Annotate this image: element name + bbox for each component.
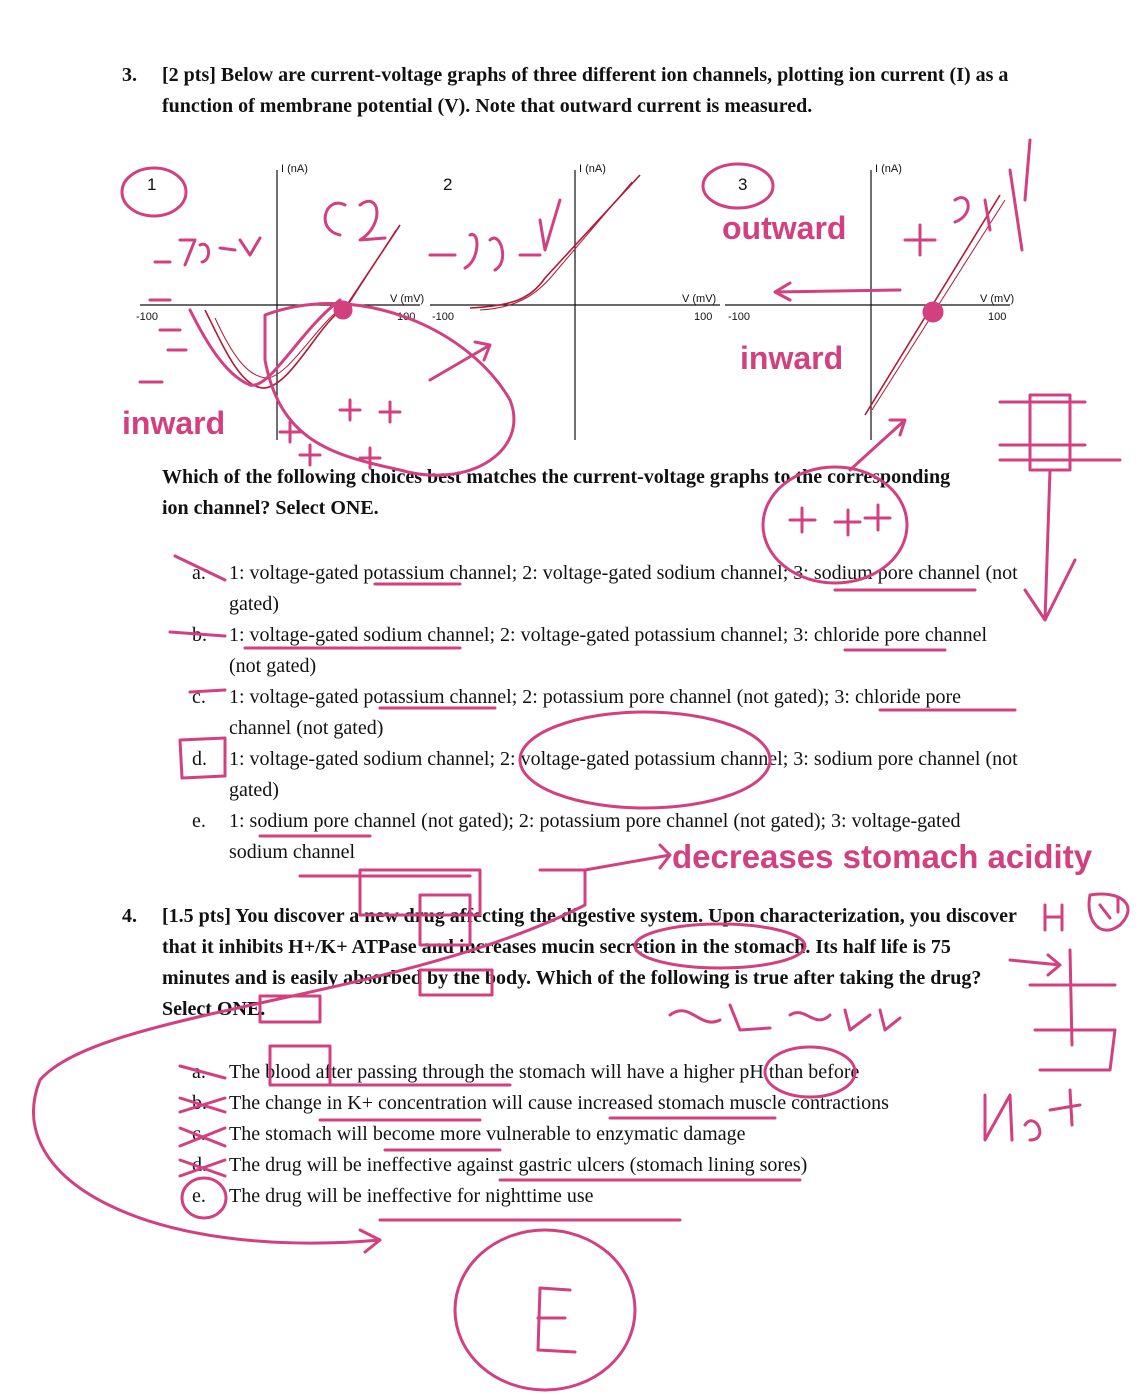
iv-curve-2 [470, 175, 640, 308]
option-text: The stomach will become more vulnerable to enzymatic damage [229, 1123, 746, 1145]
option-letter: c. [192, 686, 206, 708]
graph-xmax: 100 [397, 311, 416, 323]
option-letter: a. [192, 562, 206, 584]
option-text: The drug will be ineffective against gastric ulcers (stomach lining sores) [229, 1154, 808, 1176]
scribble-column [1030, 950, 1115, 1070]
graph-number: 1 [147, 175, 157, 194]
option-text: The blood after passing through the stomach will have a higher pH than before [229, 1061, 860, 1083]
down-arrow-right [1025, 470, 1075, 620]
iv-graph-2 [430, 163, 720, 440]
option-c[interactable] [192, 682, 1022, 744]
scribble-h-k [1045, 894, 1128, 930]
option-letter: b. [192, 624, 207, 646]
question-4 [122, 901, 1022, 1025]
question-3-prompt: Which of the following choices best matches the current-voltage graphs to the corresponding ion channel? Select ONE. [162, 466, 951, 519]
question-stem: [2 pts] Below are current-voltage graphs of three different ion channels, plotting ion current (I) as a function of membrane potential (V). Note that outward current is measured. [162, 64, 1009, 117]
option-b[interactable] [192, 620, 1022, 682]
annotation-inward-left: inward [122, 405, 226, 441]
iv-graph-3 [725, 163, 1014, 440]
option-d[interactable] [192, 744, 1022, 806]
iv-curve-1 [205, 225, 400, 388]
option-c[interactable] [192, 1119, 1022, 1150]
iv-graph-1 [136, 163, 424, 440]
option-e[interactable] [192, 1181, 1022, 1212]
option-text: 1: voltage-gated potassium channel; 2: potassium pore channel (not gated); 3: chloride pore channel (not gated) [229, 686, 962, 739]
annotation-inward-right: inward [740, 340, 844, 376]
circle-answer-e [455, 1230, 635, 1390]
graph-number: 3 [738, 175, 748, 194]
question-3 [122, 60, 1022, 122]
option-letter: c. [192, 1123, 206, 1145]
option-a[interactable] [192, 1057, 1022, 1088]
graph-ylabel: I (nA) [579, 163, 606, 175]
option-text: The drug will be ineffective for nighttime use [229, 1185, 594, 1207]
option-text: 1: voltage-gated sodium channel; 2: voltage-gated potassium channel; 3: chloride pore channel (not gated) [229, 624, 988, 677]
option-letter: d. [192, 748, 207, 770]
graph-xlabel: V (mV) [682, 293, 717, 305]
option-letter: e. [192, 810, 206, 832]
option-d[interactable] [192, 1150, 1022, 1181]
option-letter: b. [192, 1092, 207, 1114]
graph-xlabel: V (mV) [980, 293, 1015, 305]
graph-xlabel: V (mV) [390, 293, 425, 305]
graph-ylabel: I (nA) [875, 163, 902, 175]
letter-e-answer [538, 1288, 575, 1352]
graph-ylabel: I (nA) [281, 163, 308, 175]
option-letter: d. [192, 1154, 207, 1176]
graph-xmin: -100 [432, 311, 455, 323]
question-stem: [1.5 pts] You discover a new drug affecting the digestive system. Upon characterization, you discover that it inhibits H+/K+ ATPase and increases mucin secretion in the stomach. Its half life is 75 minutes and is easily absorbed by the body. Which of the following is true after taking the drug? Select ONE. [162, 905, 1017, 1020]
question-3-options [192, 558, 1022, 868]
graph-xmin: -100 [728, 311, 751, 323]
annotation-outward: outward [722, 210, 847, 246]
graph-number: 2 [443, 175, 453, 194]
option-text: 1: sodium pore channel (not gated); 2: potassium pore channel (not gated); 3: voltage-gated sodium channel [229, 810, 961, 863]
option-text: 1: voltage-gated sodium channel; 2: voltage-gated potassium channel; 3: sodium pore channel (not gated) [229, 748, 1018, 801]
graph-xmin: -100 [136, 311, 159, 323]
option-text: 1: voltage-gated potassium channel; 2: voltage-gated sodium channel; 3: sodium pore channel (not gated) [229, 562, 1018, 615]
question-4-options [192, 1057, 1022, 1212]
question-number: 4. [122, 905, 137, 927]
option-letter: a. [192, 1061, 206, 1083]
graph-xmax: 100 [988, 311, 1007, 323]
graph-xmax: 100 [694, 311, 713, 323]
annotation-acidity: decreases stomach acidity [672, 838, 1093, 875]
option-b[interactable] [192, 1088, 1022, 1119]
option-a[interactable] [192, 558, 1022, 620]
option-letter: e. [192, 1185, 206, 1207]
question-number: 3. [122, 64, 137, 86]
option-text: The change in K+ concentration will cause increased stomach muscle contractions [229, 1092, 889, 1114]
